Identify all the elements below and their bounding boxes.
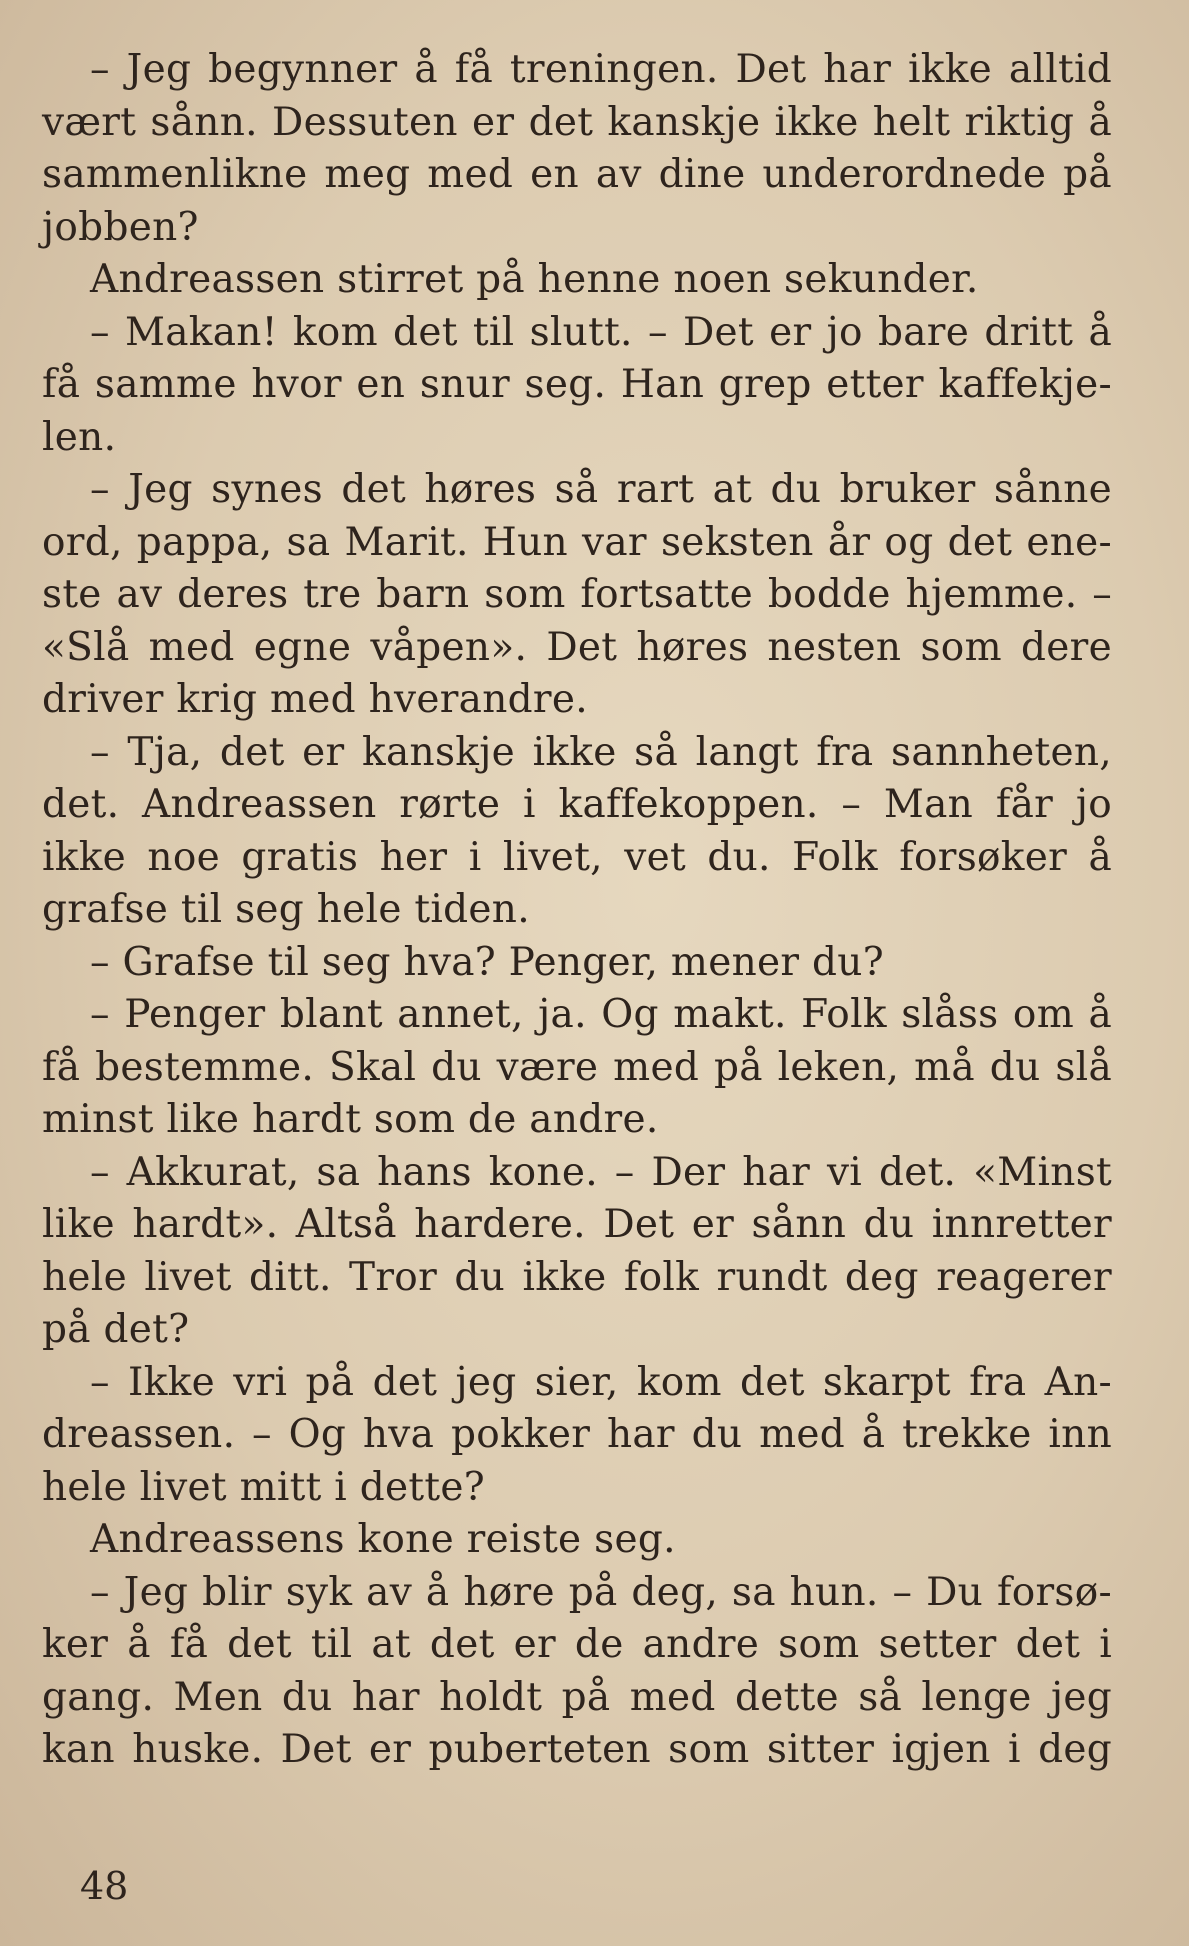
text-line: minst like hardt som de andre.: [42, 1097, 659, 1142]
text-line: – Akkurat, sa hans kone. – Der har vi det. «Minst: [90, 1149, 1112, 1195]
text-line: ste av deres tre barn som fortsatte bodde hjemme. –: [42, 572, 1112, 617]
text-line: det. Andreassen rørte i kaffekoppen. – Man får jo: [42, 782, 1112, 827]
text-line: – Jeg synes det høres så rart at du bruker sånne: [90, 467, 1112, 512]
text-line: vært sånn. Dessuten er det kanskje ikke helt riktig å: [42, 99, 1112, 145]
text-line: like hardt». Altså hardere. Det er sånn du innretter: [42, 1202, 1112, 1247]
text-line: kan huske. Det er puberteten som sitter igjen i deg: [42, 1727, 1112, 1772]
text-line: – Ikke vri på det jeg sier, kom det skarpt fra An-: [90, 1359, 1112, 1405]
text-line: hele livet mitt i dette?: [42, 1464, 485, 1510]
page-number: 48: [80, 1864, 129, 1908]
text-line: grafse til seg hele tiden.: [42, 887, 530, 932]
text-line: ikke noe gratis her i livet, vet du. Folk forsøker å: [42, 834, 1112, 880]
body-text: [42, 44, 1112, 1777]
text-line: driver krig med hverandre.: [42, 677, 588, 722]
text-line: få bestemme. Skal du være med på leken, må du slå: [42, 1044, 1112, 1090]
text-line: – Tja, det er kanskje ikke så langt fra sannheten,: [90, 729, 1112, 775]
text-line: dreassen. – Og hva pokker har du med å trekke inn: [42, 1412, 1112, 1457]
text-line: ker å få det til at det er de andre som setter det i: [42, 1622, 1112, 1667]
text-line: få samme hvor en snur seg. Han grep etter kaffekje-: [42, 362, 1112, 407]
text-line: – Grafse til seg hva? Penger, mener du?: [90, 939, 884, 985]
text-line: på det?: [42, 1307, 190, 1352]
text-line: gang. Men du har holdt på med dette så lenge jeg: [42, 1674, 1112, 1720]
text-line: jobben?: [42, 204, 199, 250]
text-line: «Slå med egne våpen». Det høres nesten som dere: [42, 624, 1112, 670]
text-line: – Jeg blir syk av å høre på deg, sa hun. – Du forsø-: [90, 1569, 1112, 1615]
text-line: – Makan! kom det til slutt. – Det er jo bare dritt å: [90, 309, 1112, 355]
text-line: hele livet ditt. Tror du ikke folk rundt deg reagerer: [42, 1254, 1112, 1300]
text-line: len.: [42, 414, 117, 460]
text-line: – Jeg begynner å få treningen. Det har ikke alltid: [90, 47, 1112, 92]
text-line: Andreassen stirret på henne noen sekunder.: [90, 257, 979, 302]
text-line: ord, pappa, sa Marit. Hun var seksten år og det ene-: [42, 519, 1112, 565]
text-line: sammenlikne meg med en av dine underordnede på: [42, 152, 1112, 197]
text-line: – Penger blant annet, ja. Og makt. Folk slåss om å: [90, 992, 1112, 1037]
text-line: Andreassens kone reiste seg.: [90, 1517, 676, 1562]
